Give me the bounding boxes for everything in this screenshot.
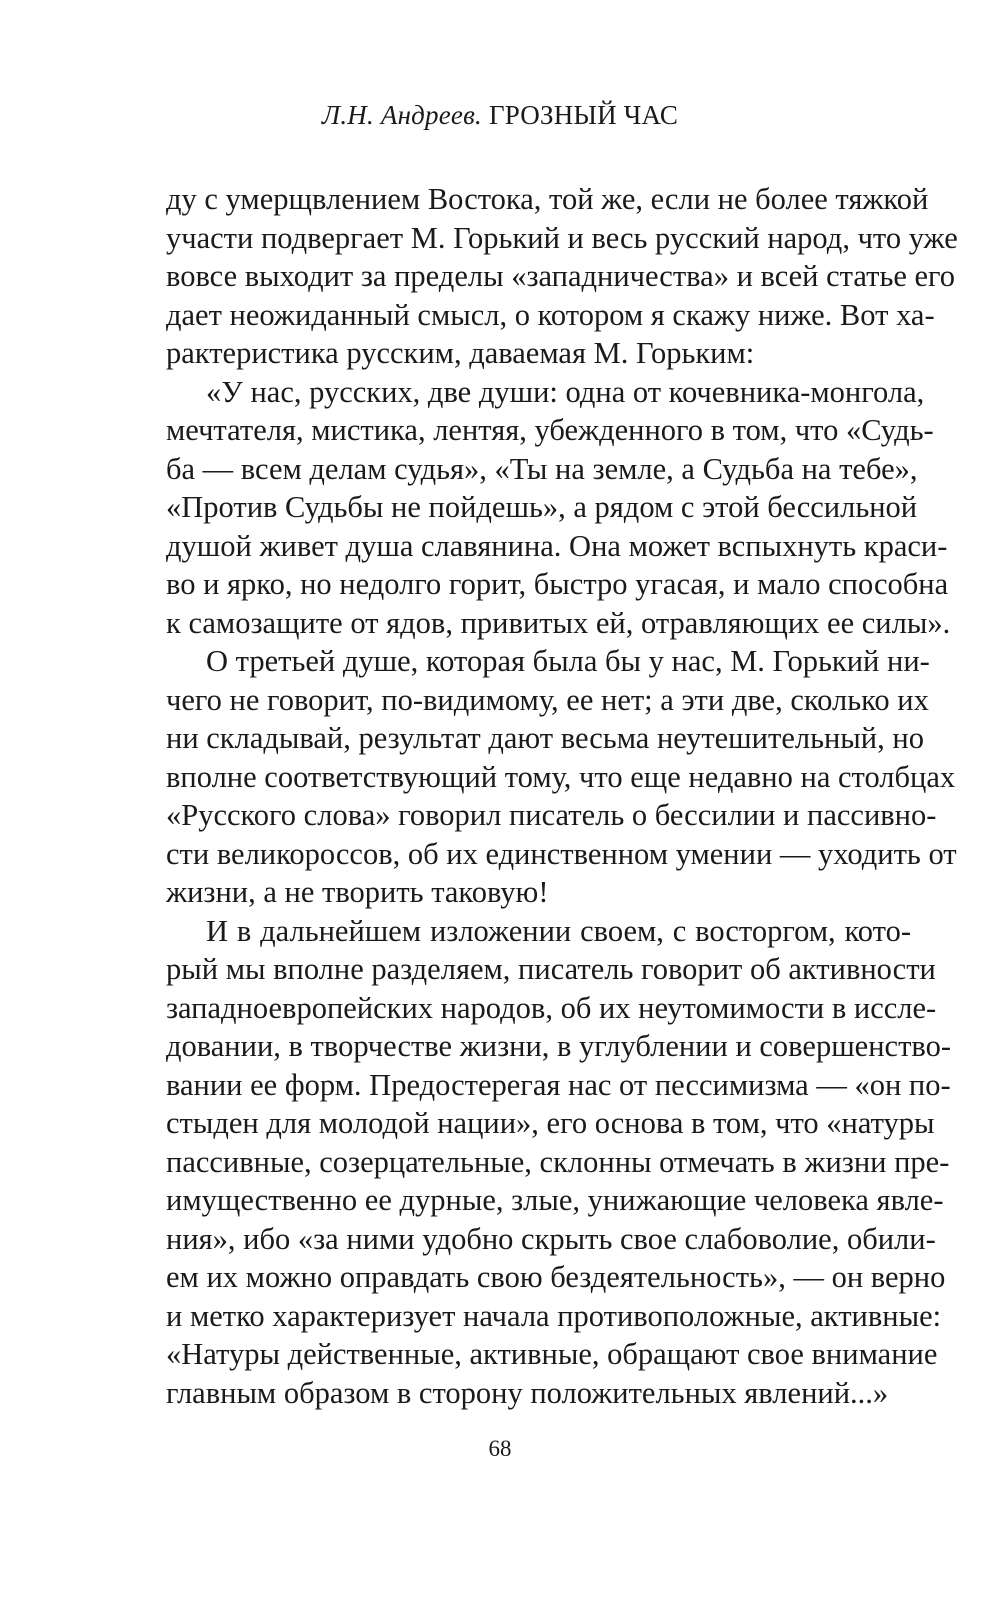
text-line: рактеристика русским, даваемая М. Горьким: [166, 336, 755, 370]
text-line: «Против Судьбы не пойдешь», а рядом с этой бессильной [166, 490, 918, 524]
running-head-title: ГРОЗНЫЙ ЧАС [488, 100, 679, 130]
running-head-author: Л.Н. Андреев. [321, 100, 482, 130]
text-line: сти великороссов, об их единственном умении — уходить от [166, 836, 957, 871]
page-number: 68 [488, 1436, 512, 1461]
text-line: участи подвергает М. Горький и весь русский народ, что уже [166, 220, 958, 255]
text-line: ем их можно оправдать свою бездеятельность», — он верно [166, 1260, 946, 1294]
text-line: главным образом в сторону положительных явлений...» [166, 1375, 889, 1410]
body-text [166, 180, 958, 1412]
text-line: пассивные, созерцательные, склонны отмечать в жизни пре- [166, 1144, 950, 1179]
running-head [0, 100, 1000, 131]
text-line: ба — всем делам судья», «Ты на земле, а Судьба на тебе», [166, 451, 918, 486]
text-line: рый мы вполне разделяем, писатель говорит об активности [166, 952, 936, 986]
text-line: вовсе выходит за пределы «западничества» и всей статье его [166, 259, 956, 293]
text-line: западноевропейских народов, об их неутомимости в иссле- [166, 990, 937, 1025]
text-line: «Русского слова» говорил писатель о бессилии и пассивно- [166, 798, 937, 832]
text-line: ни складывай, результат дают весьма неутешительный, но [166, 721, 924, 755]
text-line: чего не говорит, по-видимому, ее нет; а эти две, сколько их [166, 682, 929, 717]
text-line: И в дальнейшем изложении своем, с восторгом, кото- [206, 913, 911, 948]
text-line: и метко характеризует начала противоположные, активные: [166, 1298, 942, 1333]
text-line: душой живет душа славянина. Она может вспыхнуть краси- [166, 528, 948, 563]
text-line: ду с умерщвлением Востока, той же, если не более тяжкой [166, 182, 929, 216]
text-line: жизни, а не творить таковую! [166, 875, 549, 909]
text-line: дает неожиданный смысл, о котором я скажу ниже. Вот ха- [166, 297, 935, 332]
text-line: во и ярко, но недолго горит, быстро угасая, и мало способна [166, 567, 949, 601]
text-line: стыден для молодой нации», его основа в том, что «натуры [166, 1106, 935, 1140]
text-line: вполне соответствующий тому, что еще недавно на столбцах [166, 759, 956, 794]
text-line: «Натуры действенные, активные, обращают свое внимание [166, 1337, 938, 1371]
text-line: ния», ибо «за ними удобно скрыть свое слабоволие, обили- [166, 1221, 936, 1256]
text-line: мечтателя, мистика, лентяя, убежденного в том, что «Судь- [166, 413, 934, 447]
text-line: имущественно ее дурные, злые, унижающие человека явле- [166, 1183, 944, 1217]
text-line: вании ее форм. Предостерегая нас от пессимизма — «он по- [166, 1067, 951, 1102]
text-line: О третьей душе, которая была бы у нас, М. Горький ни- [206, 644, 930, 678]
text-line: к самозащите от ядов, привитых ей, отравляющих ее силы». [166, 605, 951, 640]
text-line: «У нас, русских, две души: одна от кочевника-монгола, [206, 374, 925, 409]
text-line: довании, в творчестве жизни, в углублении и совершенство- [166, 1029, 952, 1063]
